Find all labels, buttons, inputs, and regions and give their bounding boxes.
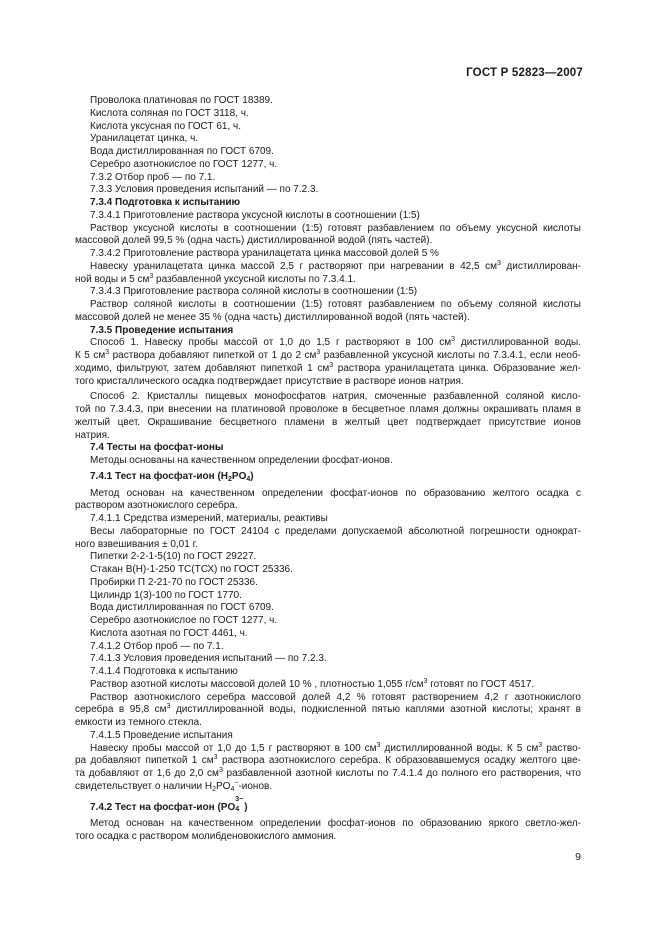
section-heading: 7.3.4 Подготовка к испытанию [90, 197, 241, 208]
subsection-heading: 7.4.1.4 Подготовка к испытанию [90, 666, 238, 677]
text-line: Вода дистиллированная по ГОСТ 6709. [90, 602, 274, 614]
paragraph-line: массовой долей не менее 35 % (одна часть) дистиллированной водой (пять частей). [75, 311, 470, 323]
paragraph-line: ра добавляют пипеткой 1 $см^3$ раствора азотнокислого серебра. К образовавшемуся осадку желтого цве- [75, 754, 581, 767]
paragraph-line: той по 7.3.4.3, при внесении на платиновой проволоке в бесцветное пламя должны окрашивать пламя в [75, 404, 581, 415]
text-line: Пробирки П 2-21-70 по ГОСТ 25336. [90, 576, 258, 588]
paragraph-line: Методы основаны на качественном определении фосфат-ионов. [90, 455, 393, 466]
paragraph-line: Раствор азотной кислоты массовой долей 10 % , плотностью 1,055 $г/см^3$ готовят по ГОСТ 4517. [90, 677, 535, 690]
paragraph-line: К 5 $см^3$ раствора добавляют пипеткой от 1 до 2 $см^3$ разбавленной уксусной кислоты по 7.3.4.1, если необ- [75, 349, 582, 361]
subsection-heading: 7.4.1.3 Условия проведения испытаний — по 7.2.3. [90, 653, 327, 665]
text-line: Вода дистиллированная по ГОСТ 6709. [90, 146, 274, 157]
text-line: Цилиндр 1(3)-100 по ГОСТ 1770. [90, 589, 242, 601]
subsection-heading: 7.3.4.2 Приготовление раствора уранилацетата цинка массовой долей 5 % [90, 248, 439, 259]
text-line: Пипетки 2-2-1-5(10) по ГОСТ 29227. [90, 551, 257, 563]
paragraph-line: массовой долей 99,5 % (одна часть) дистиллированной водой (пять частей). [75, 235, 433, 247]
paragraph-line: ного взвешивания ± 0,01 г. [75, 538, 198, 550]
text-line: Серебро азотнокислое по ГОСТ 1277, ч. [90, 615, 278, 626]
paragraph-line: ной воды и 5 $см^3$ разбавленной уксусной кислоты по 7.3.4.1. [75, 272, 356, 285]
document-header: ГОСТ Р 52823—2007 [466, 67, 583, 79]
charge-index: 3− 4 [235, 795, 244, 813]
text-line: Уранилацетат цинка, ч. [90, 133, 199, 145]
paragraph-line: емкости из темного стекла. [75, 717, 202, 728]
paragraph-line: Раствор азотнокислого серебра массовой долей 4,2 % готовят растворением 4,2 г азотнокислого [90, 691, 581, 703]
paragraph-line: Раствор уксусной кислоты в соотношении (1:5) готовят разбавлением по объему уксусной кислоты [90, 222, 581, 234]
text-line: Кислота соляная по ГОСТ 3118, ч. [90, 107, 249, 119]
paragraph-line: та добавляют от 1,6 до 2,0 $см^3$ разбавленной азотной кислоты по 7.4.1.4 до полного его растворения, что [75, 767, 581, 779]
text-line: Проволока платиновая по ГОСТ 18389. [90, 95, 273, 106]
subsection-heading: 7.3.4.3 Приготовление раствора соляной кислоты в соотношении (1:5) [90, 286, 418, 298]
paragraph-line: раствором азотнокислого серебра. [75, 500, 238, 512]
text-line: Кислота азотная по ГОСТ 4461, ч. [90, 627, 248, 639]
paragraph-line: натрия. [75, 429, 110, 441]
page-number: 9 [575, 851, 581, 863]
section-heading: 7.4.2 Тест на фосфат-ион (PO 3− 4 ) [90, 795, 248, 813]
paragraph-line: Способ 2. Кристаллы пищевых монофосфатов натрия, смоченные разбавленной соляной кисло- [90, 391, 581, 403]
text-line: Стакан В(Н)-1-250 ТС(ТСХ) по ГОСТ 25336. [90, 564, 293, 575]
document-body [75, 95, 581, 844]
paragraph-line: ходимо, фильтруют, затем добавляют пипеткой 1 $см^3$ раствора уранилацетата цинка. Образование жел- [75, 361, 581, 374]
subsection-heading: 7.4.1.5 Проведение испытания [90, 729, 233, 741]
subsection-heading: 7.3.3 Условия проведения испытаний — по 7.2.3. [90, 184, 319, 196]
paragraph-line: Навеску пробы массой от 1,0 до 1,5 г растворяют в 100 $см^3$ дистиллированной воды. К 5 $см^3$ раство- [90, 741, 582, 754]
text-line: Кислота уксусная по ГОСТ 61, ч. [90, 120, 241, 132]
paragraph-line: свидетельствует о наличии $H_2PO_4^-$-ионов. [75, 779, 273, 793]
paragraph-line: Раствор соляной кислоты в соотношении (1:5) готовят разбавлением по объему соляной кислоты [90, 299, 581, 310]
paragraph-line: того кристаллического осадка подтверждает присутствие в растворе ионов натрия. [75, 375, 464, 387]
subsection-heading: 7.4.1.2 Отбор проб — по 7.1. [90, 640, 224, 652]
section-heading: 7.4 Тесты на фосфат-ионы [90, 442, 224, 454]
paragraph-line: Метод основан на качественном определении фосфат-ионов по образованию яркого светло-жел- [90, 818, 581, 830]
paragraph-line: Способ 1. Навеску пробы массой от 1,0 до 1,5 г растворяют в 100 $см^3$ дистиллированной воды. [90, 336, 581, 349]
text-line: Серебро азотнокислое по ГОСТ 1277, ч. [90, 158, 278, 170]
subsection-heading: 7.3.2 Отбор проб — по 7.1. [90, 171, 216, 183]
section-heading: 7.3.5 Проведение испытания [90, 324, 234, 336]
paragraph-line: серебра в 95,8 $см^3$ дистиллированной воды, подкисленной пятью каплями азотной кислоты; хранят в [75, 703, 581, 716]
paragraph-line: Навеску уранилацетата цинка массой 2,5 г растворяют при нагревании в 42,5 $см^3$ дистиллирован- [90, 259, 581, 272]
paragraph-line: того осадка с раствором молибденовокислого аммония. [75, 831, 337, 842]
paragraph-line: желтый цвет. Окрашивание бесцветного пламени в желтый цвет подтверждает присутствие ионов [75, 416, 581, 428]
paragraph-line: Весы лабораторные по ГОСТ 24104 с пределами допускаемой абсолютной погрешности однократ- [90, 525, 581, 537]
paragraph-line: Метод основан на качественном определении фосфат-ионов по образованию желтого осадка с [90, 487, 581, 499]
subsection-heading: 7.3.4.1 Приготовление раствора уксусной кислоты в соотношении (1:5) [90, 209, 420, 221]
section-heading: 7.4.1 Тест на фосфат-ион $(H_2PO_4)$ [90, 470, 254, 483]
subsection-heading: 7.4.1.1 Средства измерений, материалы, реактивы [90, 513, 328, 524]
